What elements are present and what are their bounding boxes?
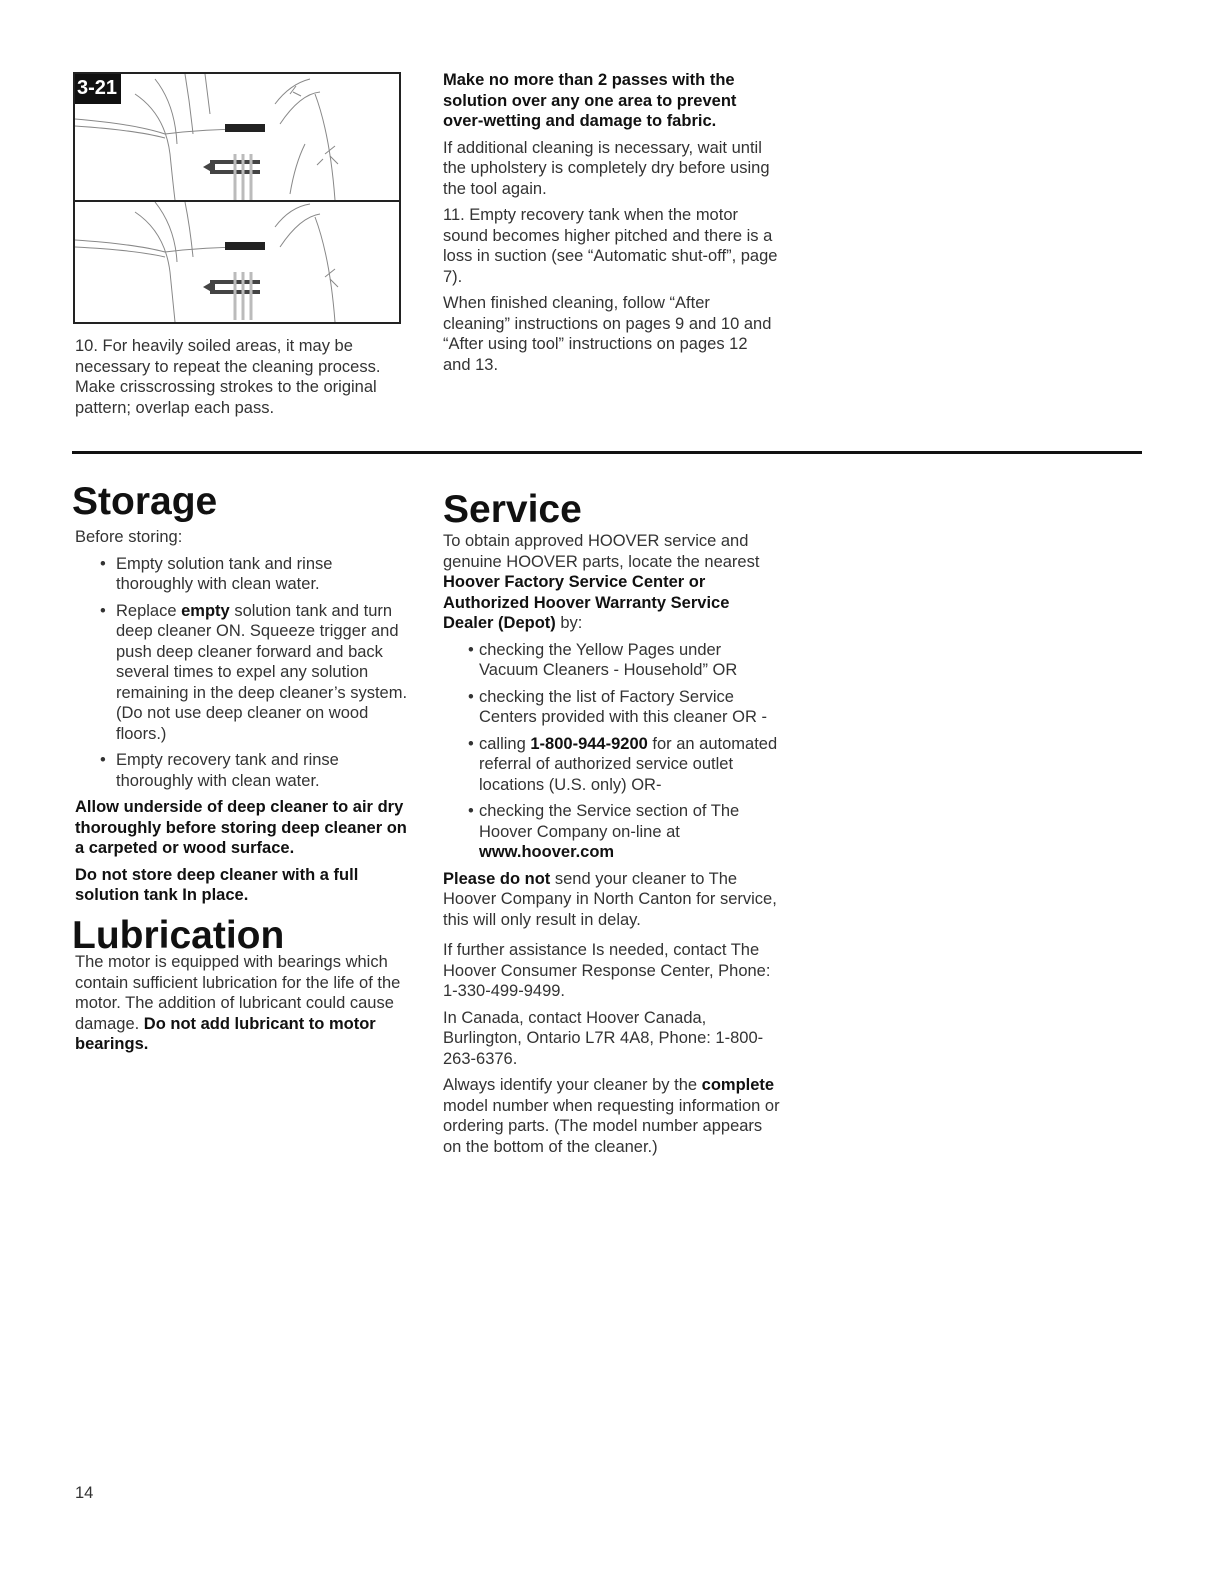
service-intro: To obtain approved HOOVER service and genuine HOOVER parts, locate the nearest Hoover Factory Service Center or Authorized Hoover Warranty Service Dealer (Depot) by: [443, 532, 760, 632]
step-11-text: 11. Empty recovery tank when the motor sound becomes higher pitched and there is a loss in suction (see “Automatic shut-off”, page 7). [443, 206, 778, 286]
list-item: • Replace empty solution tank and turn deep cleaner ON. Squeeze trigger and push deep cleaner forward and back several times to expel any solution remaining in the deep cleaner’s system. (Do not use deep cleaner on wood floors.) [100, 601, 408, 743]
upholstery-tool-crisscross-illustration [75, 202, 399, 322]
bullet-icon: • [100, 601, 106, 620]
bullet-icon: • [468, 640, 474, 659]
bullet-icon: • [468, 687, 474, 706]
right-top-column [443, 70, 778, 375]
list-item: • Empty recovery tank and rinse thoroughly with clean water. [100, 751, 339, 790]
service-section [443, 531, 783, 1157]
bullet-icon: • [468, 802, 474, 820]
consumer-response-text: If further assistance Is needed, contact The Hoover Consumer Response Center, Phone: 1-330-499-9499. [443, 941, 771, 1000]
upholstery-tool-illustration [75, 74, 399, 200]
list-item: • checking the list of Factory Service Centers provided with this cleaner OR - [468, 687, 767, 726]
model-number-text: Always identify your cleaner by the complete model number when requesting information or ordering parts. (The model number appears on the bottom of the cleaner.) [443, 1076, 780, 1156]
figure-badge: 3-21 [75, 74, 121, 104]
list-item: • checking the Service section of The Hoover Company on-line at www.hoover.com [468, 802, 740, 861]
storage-list [75, 554, 410, 792]
page-number: 14 [75, 1484, 94, 1502]
bullet-icon: • [468, 734, 474, 753]
lubrication-heading: Lubrication [72, 914, 285, 957]
air-dry-warning: Allow underside of deep cleaner to air dry thoroughly before storing deep cleaner on a carpeted or wood surface. [75, 798, 407, 857]
figure-3-21 [73, 72, 401, 324]
do-not-send-text: Please do not send your cleaner to The Hoover Company in North Canton for service, this will only result in delay. [443, 869, 777, 929]
service-heading: Service [443, 488, 582, 531]
service-list [443, 640, 783, 863]
list-item: • calling 1-800-944-9200 for an automated referral of authorized service outlet locations (U.S. only) OR- [468, 734, 778, 794]
storage-heading: Storage [72, 480, 218, 523]
figure-panel-top [75, 74, 399, 202]
lubrication-text: The motor is equipped with bearings which contain sufficient lubrication for the life of the motor. The addition of lubricant could cause damage. Do not add lubricant to motor bearings. [75, 953, 401, 1053]
step-10-text: 10. For heavily soiled areas, it may be necessary to repeat the cleaning process. Make crisscrossing strokes to the original pattern; overlap each pass. [75, 337, 381, 417]
figure-panel-bottom [75, 202, 399, 322]
hoover-website-link[interactable]: www.hoover.com [479, 843, 615, 861]
section-divider [72, 451, 1142, 454]
storage-intro: Before storing: [75, 528, 183, 546]
bullet-icon: • [100, 751, 106, 769]
over-wetting-warning: Make no more than 2 passes with the solution over any one area to prevent over-wetting and damage to fabric. [443, 71, 737, 130]
bullet-icon: • [100, 554, 106, 573]
storage-section [75, 527, 410, 906]
list-item: • checking the Yellow Pages under Vacuum Cleaners - Household” OR [468, 640, 738, 679]
finished-cleaning-text: When finished cleaning, follow “After cleaning” instructions on pages 9 and 10 and “After using tool” instructions on pages 12 and 13. [443, 294, 772, 374]
additional-cleaning-text: If additional cleaning is necessary, wait until the upholstery is completely dry before using the tool again. [443, 138, 770, 198]
full-tank-warning: Do not store deep cleaner with a full solution tank In place. [75, 865, 359, 904]
canada-contact-text: In Canada, contact Hoover Canada, Burlington, Ontario L7R 4A8, Phone: 1-800-263-6376. [443, 1008, 764, 1068]
list-item: • Empty solution tank and rinse thoroughly with clean water. [100, 554, 333, 593]
